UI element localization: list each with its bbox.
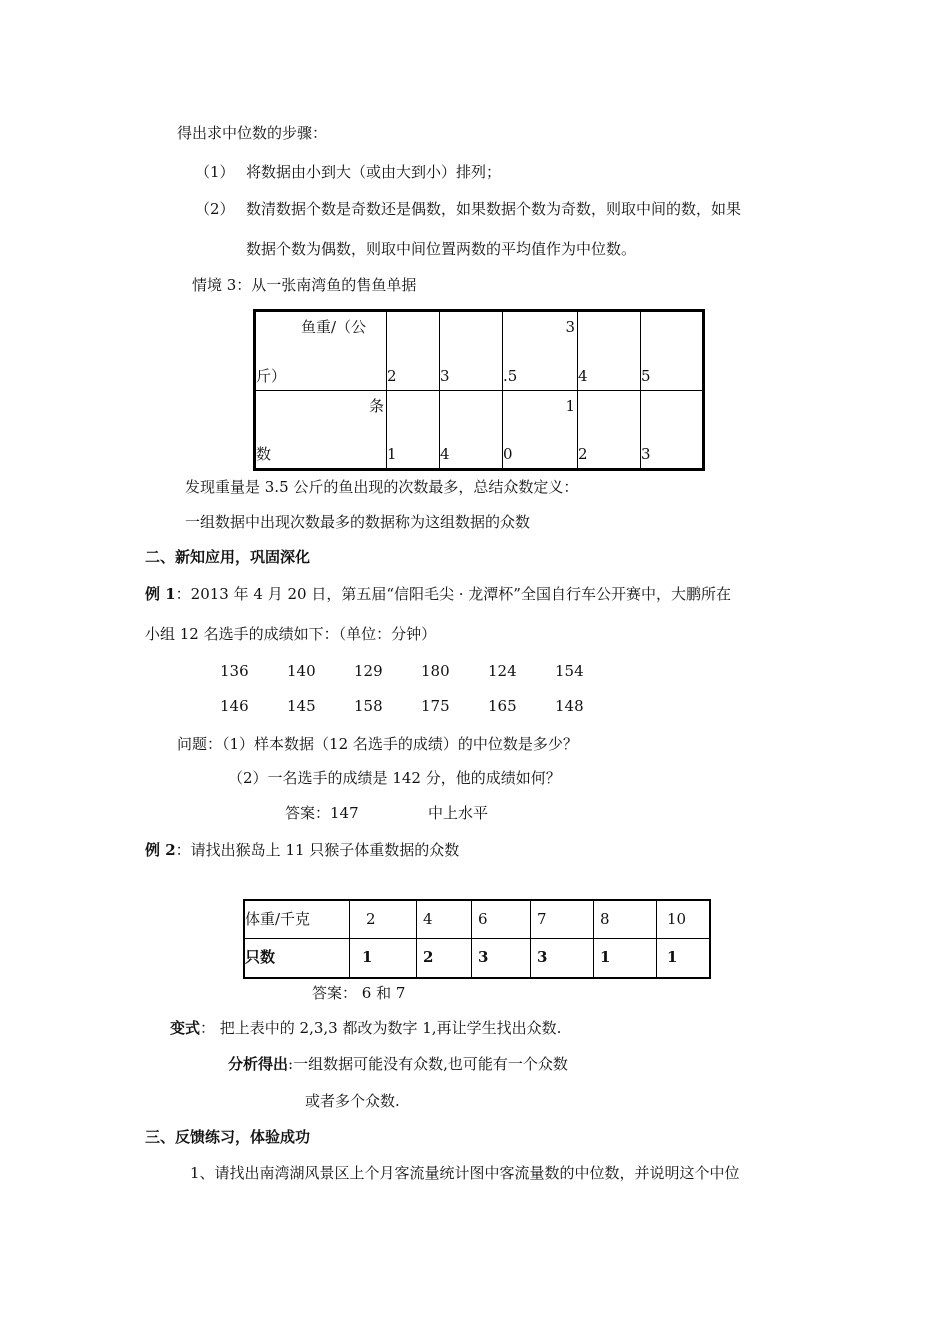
fish-count-header-cell — [255, 391, 387, 470]
fish-count-value: 0 — [503, 445, 513, 463]
steps-heading: 得出求中位数的步骤： — [177, 124, 328, 142]
answer-2: 答案： 6 和 7 — [312, 984, 406, 1002]
monkey-weight-value: 2 — [350, 900, 417, 938]
step-2-text-line2: 数据个数为偶数，则取中间位置两数的平均值作为中位数。 — [246, 240, 637, 258]
fish-count-cell — [503, 391, 578, 470]
variant-label: 变式 — [170, 1019, 201, 1037]
score: 158 — [354, 697, 383, 715]
score: 165 — [488, 697, 517, 715]
fish-count-value: 3 — [641, 445, 651, 463]
example-2-label: 例 2 — [145, 841, 176, 859]
score: 180 — [421, 662, 450, 680]
fish-weight-value: 3 — [440, 367, 450, 385]
monkey-count-value: 1 — [657, 938, 711, 978]
score: 175 — [421, 697, 450, 715]
section-3-title: 三、反馈练习，体验成功 — [145, 1128, 311, 1146]
monkey-weight-value: 4 — [417, 900, 472, 938]
fish-count-cell — [440, 391, 503, 470]
score: 136 — [220, 662, 249, 680]
fish-weight-value: 2 — [387, 367, 397, 385]
mode-definition: 一组数据中出现次数最多的数据称为这组数据的众数 — [185, 513, 531, 531]
fish-count-value: 4 — [440, 445, 450, 463]
monkey-weight-value: 7 — [531, 900, 594, 938]
analysis-text-2: 或者多个众数. — [305, 1092, 400, 1110]
fish-header-top: 鱼重/（公 — [301, 318, 367, 336]
monkey-weight-table — [243, 899, 711, 979]
score: 124 — [488, 662, 517, 680]
step-2-text-line1: 数清数据个数是奇数还是偶数，如果数据个数为奇数，则取中间的数，如果 — [246, 200, 742, 218]
monkey-count-value: 1 — [350, 938, 417, 978]
step-2-number: （2） — [195, 200, 235, 218]
monkey-count-label: 只数 — [244, 938, 350, 978]
question-1: 问题：（1）样本数据（12 名选手的成绩）的中位数是多少？ — [177, 735, 578, 753]
fish-weight-cell — [387, 311, 440, 391]
score: 140 — [287, 662, 316, 680]
monkey-count-value: 1 — [594, 938, 657, 978]
fish-weight-cell — [440, 311, 503, 391]
example-2-text: ：请找出猴岛上 11 只猴子体重数据的众数 — [175, 841, 460, 859]
fish-weight-cell — [578, 311, 641, 391]
fish-weight-value: 4 — [578, 367, 588, 385]
question-2: （2）一名选手的成绩是 142 分，他的成绩如何？ — [228, 769, 561, 787]
scenario-3: 情境 3：从一张南湾鱼的售鱼单据 — [192, 276, 417, 294]
section-2-title: 二、新知应用，巩固深化 — [145, 548, 311, 566]
fish-count-label-top: 条 — [368, 397, 384, 415]
fish-header-cell — [255, 311, 387, 391]
monkey-weight-value: 6 — [472, 900, 531, 938]
variant-line — [170, 1021, 561, 1036]
fish-count-cell — [387, 391, 440, 470]
analysis-text: :一组数据可能没有众数,也可能有一个众数 — [288, 1055, 568, 1073]
score: 146 — [220, 697, 249, 715]
finding-line: 发现重量是 3.5 公斤的鱼出现的次数最多，总结众数定义： — [185, 478, 579, 496]
answer-1-label: 答案：147 — [285, 804, 359, 822]
score: 154 — [555, 662, 584, 680]
step-1-number: （1） — [195, 163, 235, 181]
example-1-text: ：2013 年 4 月 20 日，第五届“信阳毛尖 · 龙潭杯”全国自行车公开赛中，大鹏所在 — [175, 585, 731, 603]
fish-count-value-top: 1 — [565, 397, 575, 415]
example-1-label: 例 1 — [145, 585, 176, 603]
step-1-text: 将数据由小到大（或由大到小）排列； — [246, 163, 502, 181]
score: 148 — [555, 697, 584, 715]
monkey-count-value: 2 — [417, 938, 472, 978]
fish-weight-table — [253, 309, 705, 471]
fish-count-label-bottom: 数 — [256, 445, 272, 463]
fish-weight-value: .5 — [503, 367, 518, 385]
fish-count-value: 2 — [578, 445, 588, 463]
monkey-weight-value: 10 — [657, 900, 711, 938]
example-1-line2: 小组 12 名选手的成绩如下：（单位：分钟） — [145, 625, 437, 643]
fish-count-cell — [641, 391, 704, 470]
exercise-1: 1、请找出南湾湖风景区上个月客流量统计图中客流量数的中位数，并说明这个中位 — [190, 1164, 740, 1182]
variant-text: ： 把上表中的 2,3,3 都改为数字 1,再让学生找出众数. — [200, 1019, 562, 1037]
fish-weight-cell — [503, 311, 578, 391]
monkey-header-label: 体重/千克 — [244, 900, 350, 938]
fish-header-bottom: 斤） — [256, 367, 287, 385]
fish-weight-value-top: 3 — [565, 318, 575, 336]
monkey-count-value: 3 — [531, 938, 594, 978]
score: 129 — [354, 662, 383, 680]
analysis-label: 分析得出 — [228, 1055, 289, 1073]
monkey-weight-value: 8 — [594, 900, 657, 938]
score: 145 — [287, 697, 316, 715]
fish-count-value: 1 — [387, 445, 397, 463]
example-2-line — [145, 843, 459, 858]
example-1-line1 — [145, 587, 731, 602]
analysis-line — [228, 1057, 568, 1072]
fish-weight-value: 5 — [641, 367, 651, 385]
answer-1-value: 中上水平 — [428, 804, 489, 822]
fish-weight-cell — [641, 311, 704, 391]
monkey-count-value: 3 — [472, 938, 531, 978]
fish-count-cell — [578, 391, 641, 470]
